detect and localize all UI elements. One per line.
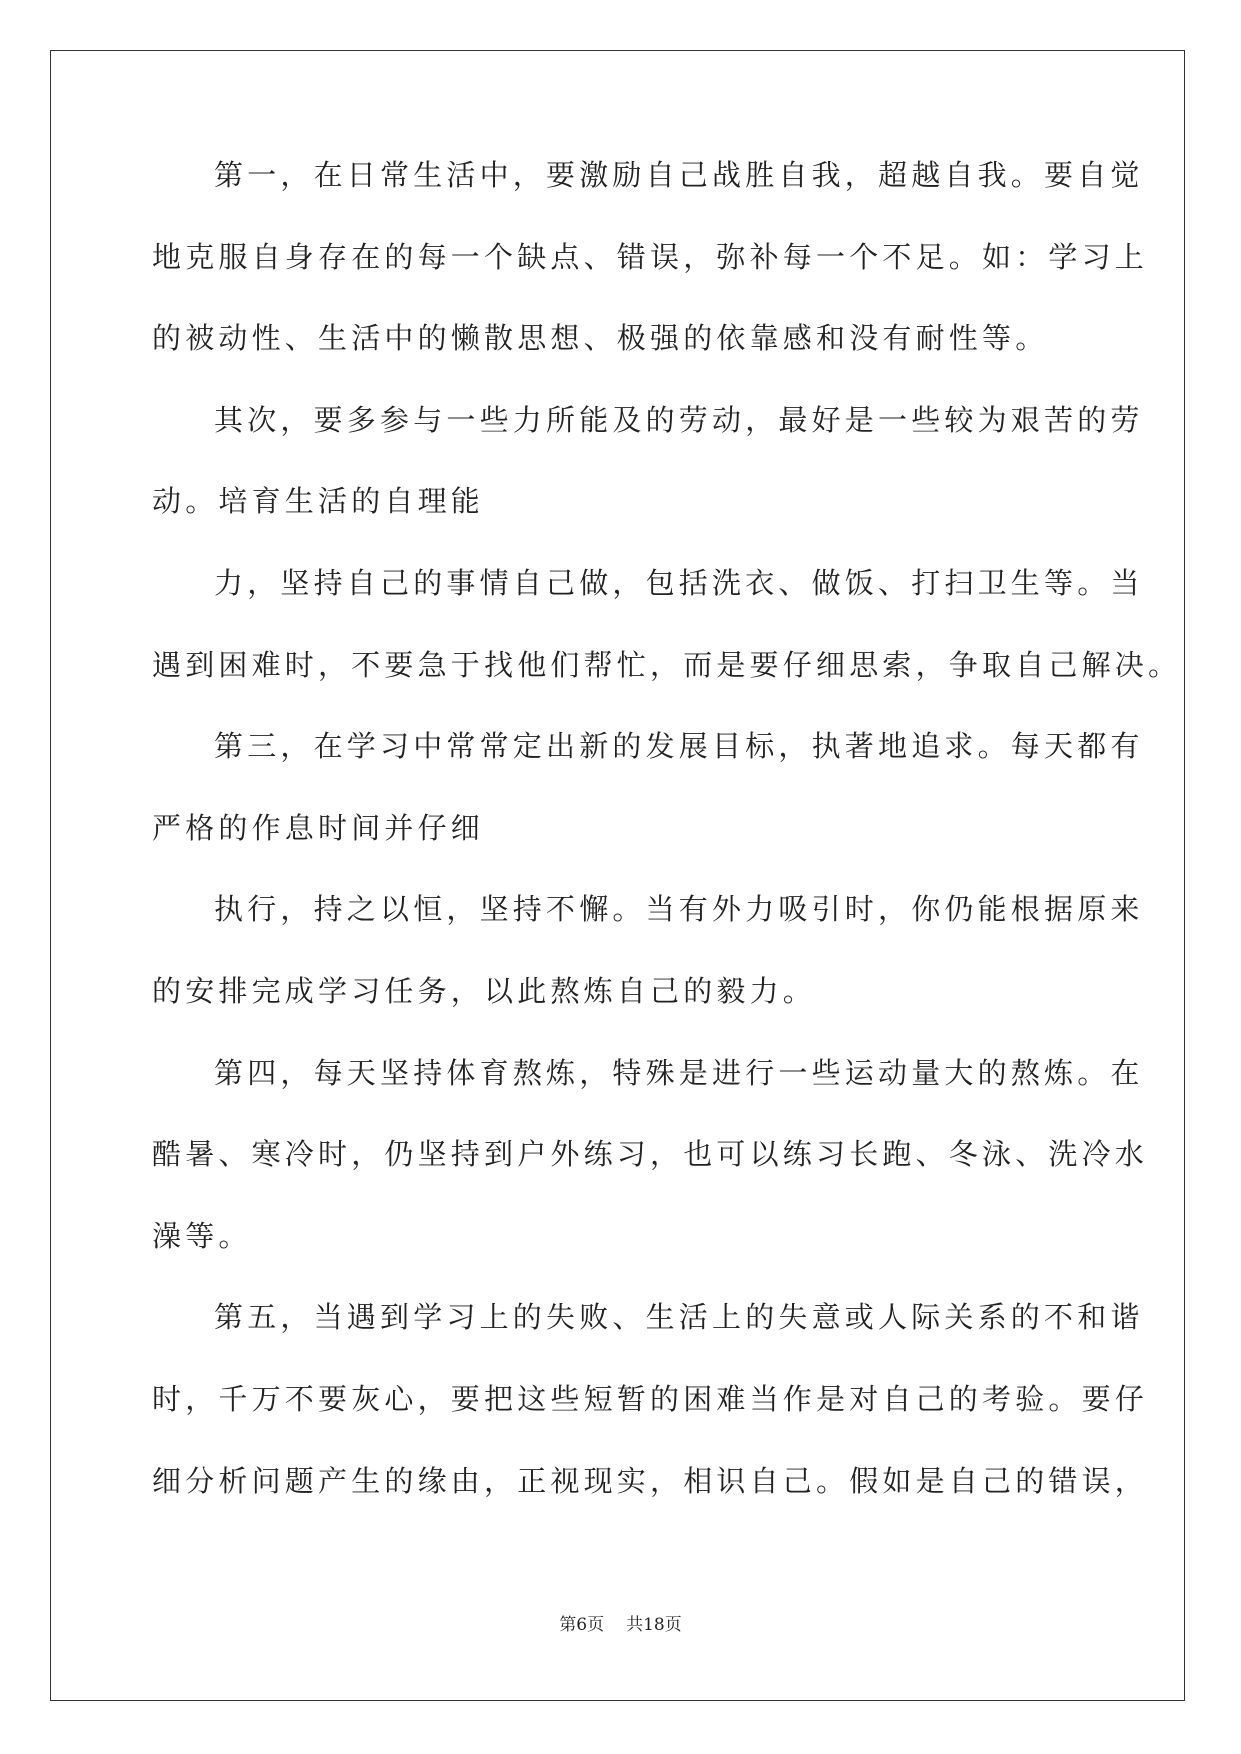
text-line: 的安排完成学习任务，以此熬炼自己的毅力。 [152,973,817,1008]
text-line: 动。培育生活的自理能 [152,484,485,519]
text-line: 第三，在学习中常常定出新的发展目标，执著地追求。每天都有 [214,729,1144,764]
page-footer [0,1610,1241,1635]
text-line: 执行，持之以恒，坚持不懈。当有外力吸引时，你仍能根据原来 [214,892,1144,927]
text-line: 地克服自身存在的每一个缺点、错误，弥补每一个不足。如：学习上 [152,239,1149,274]
text-line: 酷暑、寒冷时，仍坚持到户外练习，也可以练习长跑、冬泳、洗冷水 [152,1137,1149,1172]
text-line: 第一，在日常生活中，要激励自己战胜自我，超越自我。要自觉 [214,158,1144,192]
text-line: 第四，每天坚持体育熬炼，特殊是进行一些运动量大的熬炼。在 [214,1055,1144,1090]
text-line: 严格的作息时间并仔细 [152,810,485,845]
document-body [152,158,1182,1547]
total-page-count: 共18页 [626,1615,682,1635]
text-line: 的被动性、生活中的懒散思想、极强的依靠感和没有耐性等。 [152,321,1049,356]
text-line: 遇到困难时，不要急于找他们帮忙，而是要仔细思索，争取自己解决。 [152,647,1182,682]
text-line: 时，千万不要灰心，要把这些短暂的困难当作是对自己的考验。要仔 [152,1381,1149,1416]
text-line: 第五，当遇到学习上的失败、生活上的失意或人际关系的不和谐 [214,1300,1144,1335]
text-line: 其次，要多参与一些力所能及的劳动，最好是一些较为艰苦的劳 [214,402,1144,437]
text-line: 澡等。 [152,1218,252,1253]
text-line: 细分析问题产生的缘由，正视现实，相识自己。假如是自己的错误， [152,1463,1149,1498]
text-line: 力，坚持自己的事情自己做，包括洗衣、做饭、打扫卫生等。当 [214,565,1144,600]
current-page-number: 第6页 [559,1615,605,1635]
